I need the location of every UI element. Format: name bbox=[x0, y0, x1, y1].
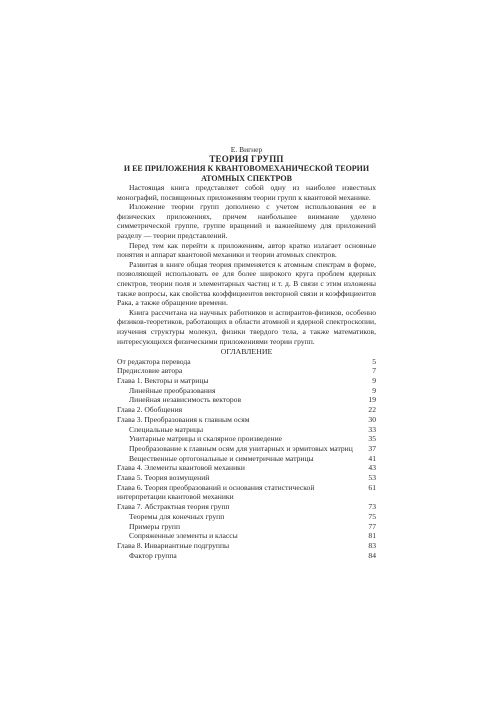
toc-subentry bbox=[117, 531, 376, 541]
toc-entry-title: Преобразование к главным осям для унитарных и эрмитовых матриц bbox=[129, 443, 353, 453]
toc-subentry bbox=[117, 512, 376, 522]
toc-entry-page: 22 bbox=[368, 405, 376, 415]
toc-entry-title: Глава 3. Преобразования к главным осям bbox=[117, 414, 250, 424]
toc-entry-page: 33 bbox=[368, 424, 376, 434]
annotation-paragraph: Настоящая книга представляет собой одну из наиболее известных монографий, посвященных приложениям теории групп к квантовой механике. bbox=[117, 183, 376, 202]
toc-entry-title: Глава 1. Векторы и матрицы bbox=[117, 376, 209, 385]
toc-subentry bbox=[117, 434, 376, 444]
toc-entry-title: Глава 7. Абстрактная теория групп bbox=[117, 502, 230, 512]
toc-entry bbox=[117, 483, 376, 502]
toc-subentry bbox=[117, 425, 376, 435]
toc-entry-page: 35 bbox=[368, 434, 376, 444]
toc-entry-page: 83 bbox=[368, 540, 376, 550]
toc-entry-page: 73 bbox=[368, 502, 376, 512]
toc-entry-page: 30 bbox=[368, 414, 376, 424]
toc-subentry bbox=[117, 454, 376, 464]
author: Е. Вигнер bbox=[230, 145, 263, 154]
toc-entry-page: 84 bbox=[368, 550, 376, 560]
toc-entry-page: 81 bbox=[368, 531, 376, 541]
toc-entry bbox=[117, 473, 376, 483]
toc-entry-title: Специальные матрицы bbox=[129, 424, 204, 434]
toc-entry-page: 5 bbox=[372, 356, 376, 366]
table-of-contents bbox=[117, 357, 376, 561]
toc-entry-title: Глава 8. Инвариантные подгруппы bbox=[117, 540, 230, 550]
toc-entry-title: Линейные преобразования bbox=[129, 385, 216, 395]
toc-entry-title: Вещественные ортогональные и симметричные матрицы bbox=[129, 453, 314, 463]
toc-entry-page: 37 bbox=[368, 443, 376, 453]
toc-entry bbox=[117, 357, 376, 367]
annotation-paragraph: Изложение теории групп дополнено с учетом использования ее в физических приложениях, причем наибольшее внимание уделено симметрической группе, группе вращений и важнейшему для приложений разделу — теории представлений. bbox=[117, 202, 376, 240]
toc-subentry bbox=[117, 444, 376, 454]
toc-entry-title: Глава 6. Теория преобразований и основания статистической интерпретации квантовой механики bbox=[117, 482, 315, 502]
toc-entry bbox=[117, 376, 376, 386]
toc-entry bbox=[117, 463, 376, 473]
toc-entry bbox=[117, 502, 376, 512]
annotation-paragraph: Книга рассчитана на научных работников и аспирантов-физиков, особенно физиков-теоретиков, работающих в области атомной и ядерной спектроскопии, изучения структуры молекул, физики твердого тела, а также математиков, интересующихся физическими приложениями теории групп. bbox=[117, 307, 376, 346]
toc-entry bbox=[117, 405, 376, 415]
toc-entry-title: Теоремы для конечных групп bbox=[129, 511, 225, 521]
toc-subentry bbox=[117, 386, 376, 396]
toc-entry-page: 77 bbox=[368, 521, 376, 531]
toc-entry-page: 9 bbox=[372, 376, 376, 385]
toc-entry-title: Сопряженные элементы и классы bbox=[129, 531, 238, 541]
toc-entry-page: 7 bbox=[372, 366, 376, 376]
toc-entry-title: От редактора перевода bbox=[117, 356, 191, 366]
toc-entry-page: 53 bbox=[368, 473, 376, 483]
toc-entry bbox=[117, 366, 376, 376]
toc-heading: ОГЛАВЛЕНИЕ bbox=[220, 347, 273, 357]
toc-entry-page: 41 bbox=[368, 453, 376, 463]
toc-entry-page: 75 bbox=[368, 511, 376, 521]
toc-entry-page: 19 bbox=[368, 395, 376, 405]
toc-entry-title: Фактор группа bbox=[129, 550, 177, 560]
toc-subentry bbox=[117, 395, 376, 405]
book-subtitle-line-2: АТОМНЫХ СПЕКТРОВ bbox=[201, 173, 292, 183]
toc-entry bbox=[117, 541, 376, 551]
toc-entry-page: 61 bbox=[368, 482, 376, 492]
toc-entry-title: Глава 5. Теория возмущений bbox=[117, 473, 210, 483]
toc-entry-page: 43 bbox=[368, 463, 376, 473]
toc-entry-title: Предисловие автора bbox=[117, 366, 183, 376]
toc-subentry bbox=[117, 522, 376, 532]
book-title: ТЕОРИЯ ГРУПП bbox=[209, 154, 284, 164]
toc-entry-title: Глава 2. Обобщения bbox=[117, 405, 183, 415]
annotation-paragraph: Перед тем как перейти к приложениям, автор кратко излагает основные понятия и аппарат квантовой механики и теории атомных спектров. bbox=[117, 240, 376, 260]
toc-entry-title: Линейная независимость векторов bbox=[129, 395, 242, 405]
toc-entry-title: Глава 4. Элементы квантовой механики bbox=[117, 463, 245, 473]
toc-entry-title: Примеры групп bbox=[129, 521, 181, 531]
annotation-paragraph: Развитая в книге общая теория применяется к атомным спектрам в форме, позволяющей использовать ее для более широкого круга проблем ядерных спектров, теории поля и элементарных частиц и т. д. В связи с этим изложены также вопросы, как свойства коэффициентов векторной связи и коэффициентов Рака, а также обращение времени. bbox=[117, 259, 376, 308]
toc-entry-title: Унитарные матрицы и скалярное произведение bbox=[129, 434, 283, 444]
toc-subentry bbox=[117, 551, 376, 561]
toc-entry bbox=[117, 415, 376, 425]
toc-entry-page: 9 bbox=[372, 385, 376, 395]
book-subtitle-line-1: И ЕЕ ПРИЛОЖЕНИЯ К КВАНТОВОМЕХАНИЧЕСКОЙ ТЕОРИИ bbox=[123, 164, 370, 173]
